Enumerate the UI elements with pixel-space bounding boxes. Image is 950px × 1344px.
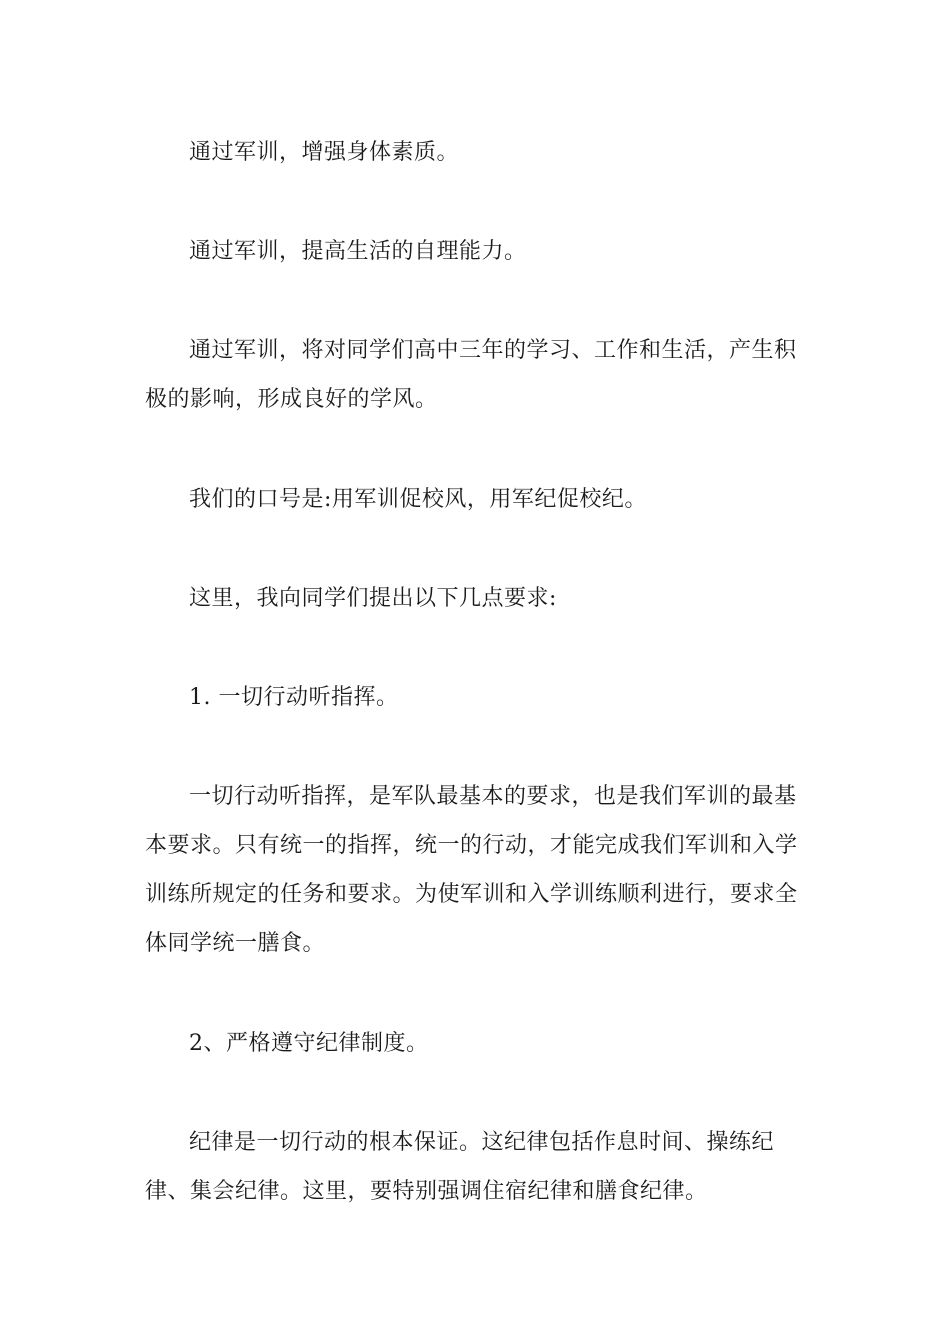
paragraph-3: 通过军训，将对同学们高中三年的学习、工作和生活，产生积极的影响，形成良好的学风。 xyxy=(145,338,797,412)
list-heading-1: 1. 一切行动听指挥。 xyxy=(189,685,399,710)
paragraph-1: 通过军训，增强身体素质。 xyxy=(189,140,460,165)
paragraph-2: 通过军训，提高生活的自理能力。 xyxy=(189,239,527,264)
paragraph-6: 一切行动听指挥，是军队最基本的要求，也是我们军训的最基本要求。只有统一的指挥，统一的行动，才能完成我们军训和入学训练所规定的任务和要求。为使军训和入学训练顺利进行，要求全体同学统一膳食。 xyxy=(145,784,798,956)
paragraph-4: 我们的口号是:用军训促校风，用军纪促校纪。 xyxy=(189,487,647,512)
paragraph-7: 纪律是一切行动的根本保证。这纪律包括作息时间、操练纪律、集会纪律。这里，要特别强调住宿纪律和膳食纪律。 xyxy=(145,1130,775,1204)
paragraph-5: 这里，我向同学们提出以下几点要求: xyxy=(189,586,557,611)
list-heading-2: 2、严格遵守纪律制度。 xyxy=(189,1031,429,1056)
document-body xyxy=(145,128,815,1267)
